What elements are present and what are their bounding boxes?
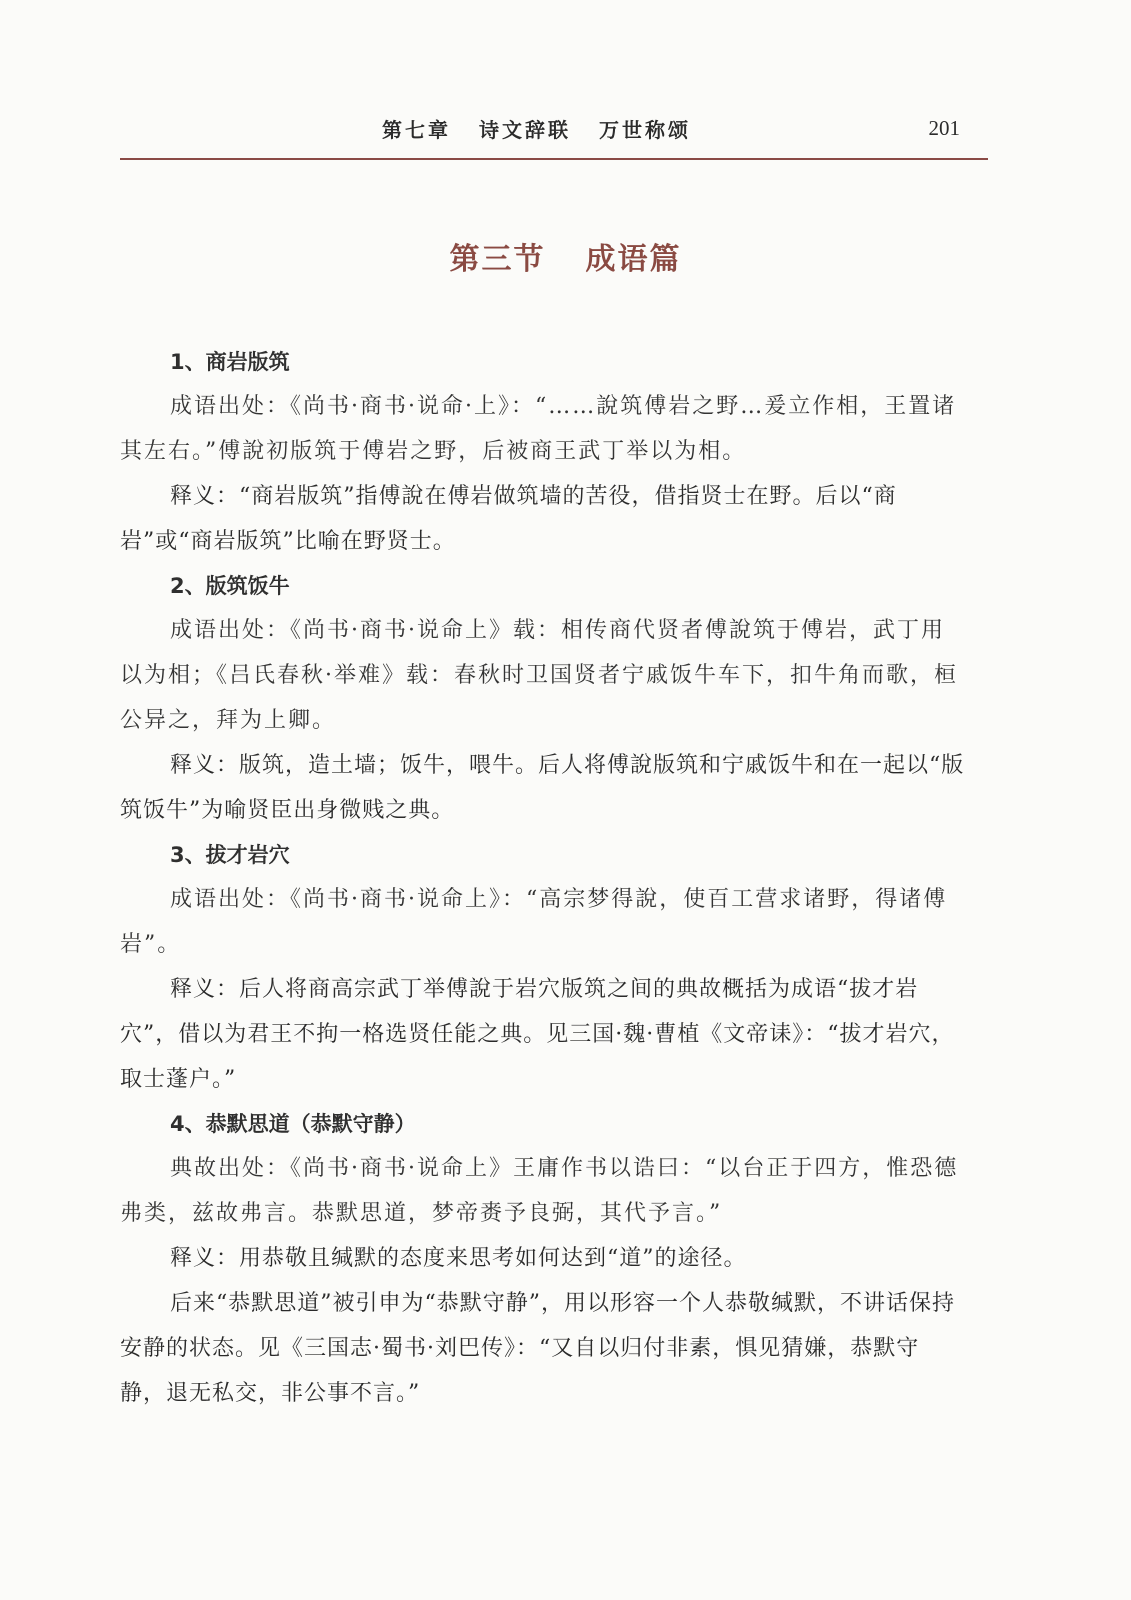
idiom-entry: [120, 1102, 965, 1416]
page-content: [120, 340, 965, 1416]
entry-meaning: 释义：后人将商高宗武丁举傅說于岩穴版筑之间的典故概括为成语“拔才岩穴”，借以为君王不拘一格选贤任能之典。见三国·魏·曹植《文帝诔》：“拔才岩穴，取士蓬户。”: [120, 977, 955, 1092]
idiom-entry: [120, 340, 965, 564]
entry-title: 1、商岩版筑: [170, 350, 290, 374]
entry-meaning: 释义：“商岩版筑”指傅說在傅岩做筑墙的苦役，借指贤士在野。后以“商岩”或“商岩版筑”比喻在野贤士。: [120, 484, 897, 554]
page-number: 201: [928, 116, 960, 140]
chapter-topic-1: 诗文辞联: [479, 118, 571, 142]
entry-title: 2、版筑饭牛: [170, 574, 290, 598]
entry-extra: 后来“恭默思道”被引申为“恭默守静”，用以形容一个人恭敬缄默，不讲话保持安静的状态。见《三国志·蜀书·刘巴传》：“又自以归付非素，惧见猜嫌，恭默守静，退无私交，非公事不言。”: [120, 1291, 955, 1406]
entry-meaning: 释义：用恭敬且缄默的态度来思考如何达到“道”的途径。: [170, 1246, 747, 1271]
section-name: 成语篇: [585, 242, 682, 277]
entry-source: 典故出处：《尚书·商书·说命上》王庸作书以诰曰：“以台正于四方，惟恐德弗类，兹故弗言。恭默思道，梦帝赉予良弼，其代予言。”: [120, 1156, 959, 1226]
entry-source: 成语出处：《尚书·商书·说命上》载：相传商代贤者傅說筑于傅岩，武丁用以为相；《吕氏春秋·举难》载：春秋时卫国贤者宁戚饭牛车下，扣牛角而歌，桓公异之，拜为上卿。: [120, 618, 958, 733]
section-title: [0, 234, 1131, 278]
chapter-heading: [382, 114, 719, 143]
chapter-topic-2: 万世称颂: [599, 118, 691, 142]
idiom-entry: [120, 564, 965, 833]
section-number: 第三节: [449, 242, 546, 277]
entry-source: 成语出处：《尚书·商书·说命·上》：“……說筑傅岩之野…爰立作相，王置诸其左右。”傅說初版筑于傅岩之野，后被商王武丁举以为相。: [120, 394, 957, 464]
chapter-label: 第七章: [382, 118, 451, 142]
idiom-entry: [120, 833, 965, 1102]
running-header: [120, 108, 988, 160]
entry-title: 3、拔才岩穴: [170, 843, 290, 867]
entry-source: 成语出处：《尚书·商书·说命上》：“高宗梦得說，使百工营求诸野，得诸傅岩”。: [120, 887, 948, 957]
entry-meaning: 释义：版筑，造土墙；饭牛，喂牛。后人将傅說版筑和宁戚饭牛和在一起以“版筑饭牛”为喻贤臣出身微贱之典。: [120, 753, 965, 823]
entry-title: 4、恭默思道（恭默守静）: [170, 1112, 416, 1136]
